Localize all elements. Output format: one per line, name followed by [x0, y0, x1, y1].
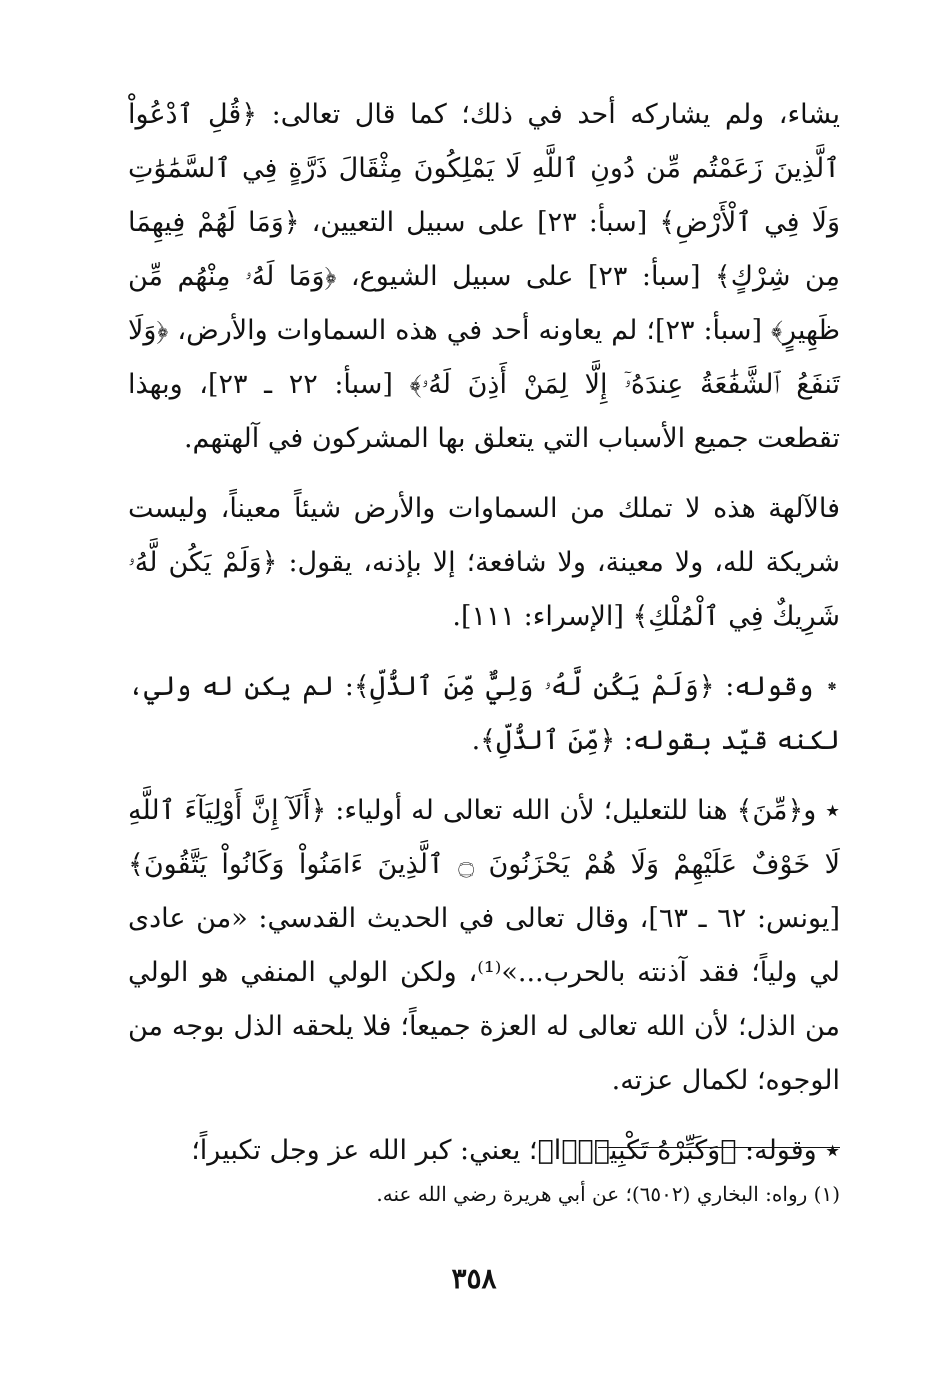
paragraph-1: يشاء، ولم يشاركه أحد في ذلك؛ كما قال تعالى: ﴿قُلِ ٱدْعُواْ ٱلَّذِينَ زَعَمْتُم مِّن دُونِ ٱللَّهِ لَا يَمْلِكُونَ مِثْقَالَ ذَرَّةٍ فِي ٱلسَّمَٰوَٰتِ وَلَا فِي ٱلْأَرْضِ﴾ [سبأ: ٢٣] على سبيل التعيين، ﴿وَمَا لَهُمْ فِيهِمَا مِن شِرْكٍ﴾ [سبأ: ٢٣] على سبيل الشيوع، ﴿وَمَا لَهُۥ مِنْهُم مِّن ظَهِيرٍ﴾ [سبأ: ٢٣]؛ لم يعاونه أحد في هذه السماوات والأرض، ﴿وَلَا تَنفَعُ ٱلشَّفَٰعَةُ عِندَهُۥٓ إِلَّا لِمَنْ أَذِنَ لَهُۥ﴾ [سبأ: ٢٢ ـ ٢٣]، وبهذا تقطعت جميع الأسباب التي يتعلق بها المشركون في آلهتهم. [128, 99, 841, 454]
paragraph-5: ٭ وقوله: ﴿وَكَبِّرْهُ تَكْبِيرًۢا﴾؛ يعني: كبر الله عز وجل تكبيراً؛ [128, 1124, 840, 1178]
paragraph-3: ٭ وقوله: ﴿وَلَمْ يَكُن لَّهُۥ وَلِيٌّ مِّنَ ٱلذُّلِّ﴾: لم يكن له ولي، لكنه قيّد بقوله: ﴿مِّنَ ٱلذُّلِّ﴾. [128, 660, 840, 768]
footnote-divider [598, 1147, 840, 1148]
paragraph-2: فالآلهة هذه لا تملك من السماوات والأرض شيئاً معيناً، وليست شريكة لله، ولا معينة، ولا شافعة؛ إلا بإذنه، يقول: ﴿وَلَمْ يَكُن لَّهُۥ شَرِيكٌ فِي ٱلْمُلْكِ﴾ [الإسراء: ١١١]. [128, 493, 840, 632]
paragraph-4: ٭ و﴿مِّنَ﴾ هنا للتعليل؛ لأن الله تعالى له أولياء: ﴿أَلَآ إِنَّ أَوْلِيَآءَ ٱللَّهِ لَا خَوْفٌ عَلَيْهِمْ وَلَا هُمْ يَحْزَنُونَ ۝ ٱلَّذِينَ ءَامَنُواْ وَكَانُواْ يَتَّقُونَ﴾ [يونس: ٦٢ ـ ٦٣]، وقال تعالى في الحديث القدسي: «من عادى لي ولياً؛ فقد آذنته بالحرب...»⁽¹⁾، ولكن الولي المنفي هو الولي من الذل؛ لأن الله تعالى له العزة جميعاً؛ فلا يلحقه الذل بوجه من الوجوه؛ لكمال عزته. [128, 784, 840, 1108]
footnote: (١) رواه: البخاري (٦٥٠٢)؛ عن أبي هريرة رضي الله عنه. [376, 1182, 840, 1206]
page-number: ٣٥٨ [451, 1262, 497, 1295]
page-body [128, 88, 840, 1194]
